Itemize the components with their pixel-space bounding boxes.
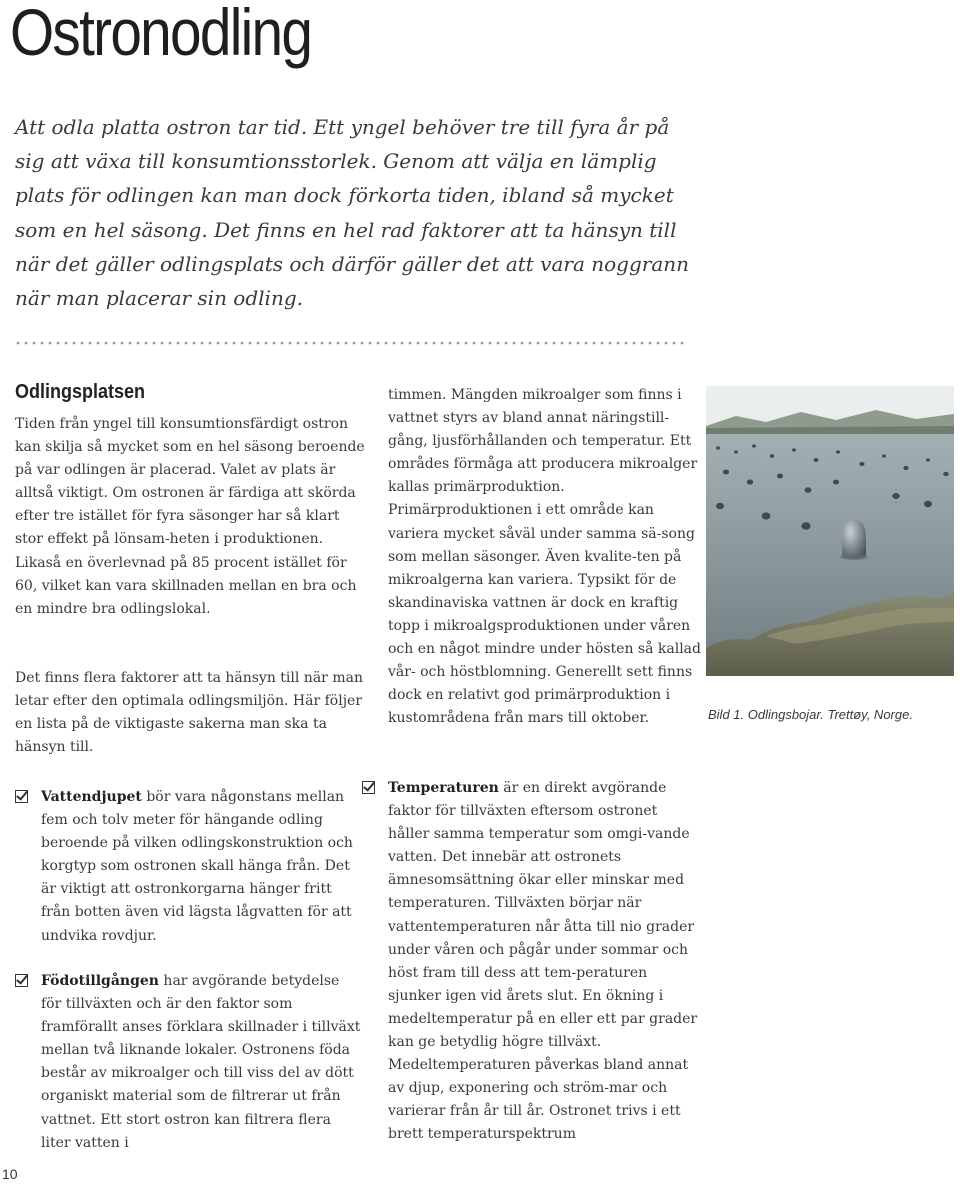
checklist-description: har avgörande betydelse för tillväxten och är den faktor som framförallt anses förklara skillnader i tillväxt mellan två liknande lokaler. Ostronens föda består av mikroalger och till viss del av dött organiskt material som de filtrerar ut från vattnet. Ett stort ostron kan filtrera flera liter vatten i (41, 973, 361, 1151)
checklist-term: Vattendjupet (41, 789, 142, 805)
section-paragraph-1: Tiden från yngel till konsumtionsfärdigt ostron kan skilja så mycket som en hel säsong beroende på var odlingen är placerad. Valet av plats är alltså viktigt. Om ostronen är färdiga att skörda efter tre istället för fyra säsonger har så klart stor effekt på lönsam-heten i produktionen. Likaså en överlevnad på 85 procent istället för 60, vilket kan vara skillnaden mellan en bra och en mindre bra odlingslokal. (15, 416, 365, 617)
large-buoy (840, 520, 868, 560)
page-number: 10 (2, 1166, 18, 1182)
intro-paragraph: Att odla platta ostron tar tid. Ett yngel behöver tre till fyra år på sig att växa till konsumtionsstorlek. Genom att välja en lämplig plats för odlingen kan man dock förkorta tiden, ibland så mycket som en hel säsong. Det finns en hel rad faktorer att ta hänsyn till när det gäller odlingsplats och därför gäller det att vara noggrann när man placerar sin odling. (15, 115, 690, 311)
checklist-description: bör vara någonstans mellan fem och tolv meter för hängande odling beroende på vilken odlingskonstruktion och korgtyp som ostronen skall hänga från. Det är viktigt att ostronkorgarna hänger fritt från botten även vid lägsta lågvatten för att undvika rovdjur. (41, 789, 353, 944)
section-heading: Odlingsplatsen (15, 381, 146, 403)
checklist-term: Temperaturen (388, 780, 499, 796)
checklist-item-text (41, 970, 361, 1155)
checklist-item-text (388, 777, 698, 1147)
checkbox-checked-icon (15, 974, 28, 987)
checkbox-checked-icon (362, 781, 375, 794)
checklist-term: Födotillgången (41, 973, 159, 989)
photo-caption: Bild 1. Odlingsbojar. Trettøy, Norge. (708, 707, 913, 722)
checklist-description: är en direkt avgörande faktor för tillväxten eftersom ostronet håller samma temperatur som omgi-vande vatten. Det innebär att ostronets ämnesomsättning ökar eller minskar med temperaturen. Tillväxten börjar när vattentemperaturen når åtta till nio grader under våren och pågår under sommar och höst fram till dess att tem-peraturen sjunker igen vid årets slut. En ökning i medeltemperatur på en eller ett par grader kan ge betydlig högre tillväxt. Medeltemperaturen påverkas bland annat av djup, exponering och ström-mar och varierar från år till år. Ostronet trivs i ett brett temperaturspektrum (388, 780, 698, 1143)
photo-buoys (706, 386, 954, 676)
page-title: Ostronodling (10, 0, 312, 69)
checkbox-checked-icon (15, 790, 28, 803)
checklist-item-text (41, 786, 361, 948)
section-paragraph-2: Det finns flera faktorer att ta hänsyn till när man letar efter den optimala odlingsmiljön. Här följer en lista på de viktigaste sakerna man ska ta hänsyn till. (15, 670, 363, 756)
column-2-paragraph: timmen. Mängden mikroalger som finns i vattnet styrs av bland annat näringstill-gång, ljusförhållanden och temperatur. Ett områdes förmåga att producera mikroalger kallas primärproduktion. Primärproduktionen i ett område kan variera mycket såväl under samma sä-song som mellan säsonger. Även kvalite-ten på mikroalgerna kan variera. Typsikt för de skandinaviska vattnen är dock en kraftig topp i mikroalgsproduktionen under våren och en något mindre under hösten så kallad vår- och höstblomning. Generellt sett finns dock en relativt god primärproduktion i kustområdena från mars till oktober. (388, 387, 701, 727)
dotted-divider (14, 341, 684, 345)
photo-illustration (706, 386, 954, 676)
